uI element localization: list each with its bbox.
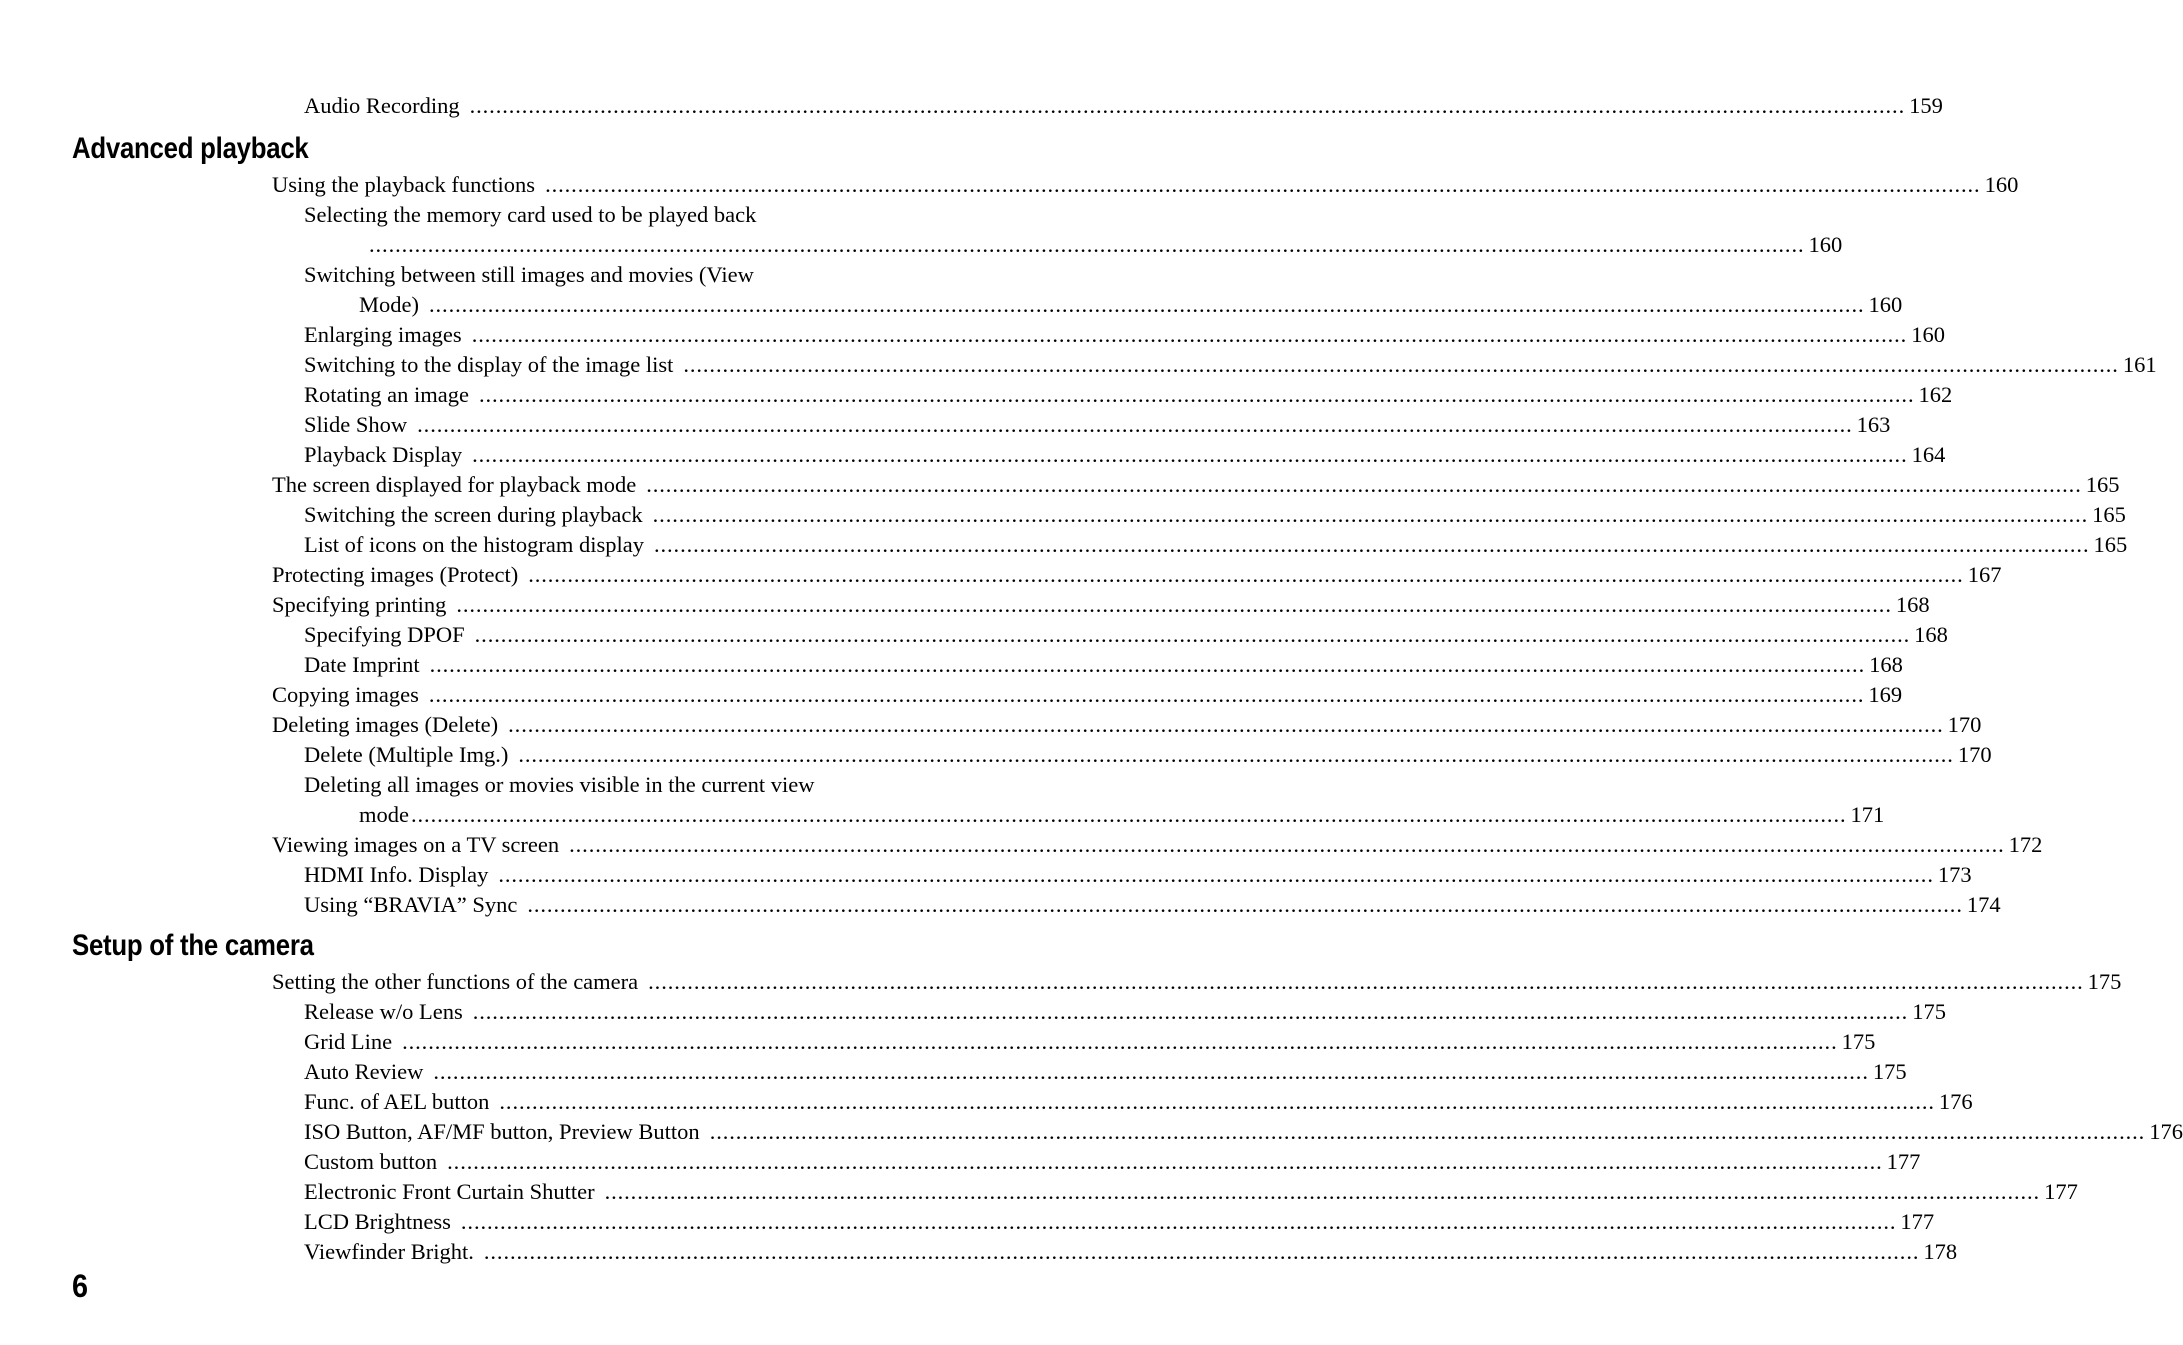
- section-heading-advanced-playback: Advanced playback: [72, 132, 309, 165]
- leader-dots: ............................................................................................................................................................................................................................: [411, 802, 1847, 827]
- toc-entry-title: Func. of AEL button: [304, 1089, 490, 1114]
- leader-dots: ............................................................................................................................................................................................................................: [653, 532, 2090, 557]
- toc-entry[interactable]: [0, 740, 1992, 770]
- toc-entry[interactable]: [0, 967, 2122, 997]
- leader-dots: ............................................................................................................................................................................................................................: [498, 862, 1934, 887]
- toc-entry-title: The screen displayed for playback mode: [272, 472, 637, 497]
- toc-entry-page-number: 160: [1911, 322, 1945, 347]
- toc-entry[interactable]: [0, 770, 1885, 830]
- leader-dots: ............................................................................................................................................................................................................................: [471, 322, 1908, 347]
- toc-entry-page-number: 160: [1984, 172, 2019, 197]
- toc-entry-page-number: 176: [2149, 1119, 2183, 1144]
- toc-entry[interactable]: [0, 530, 2128, 560]
- toc-entry-title: LCD Brightness: [304, 1209, 451, 1234]
- leader-dots: ............................................................................................................................................................................................................................: [646, 472, 2082, 497]
- toc-entry-page-number: 177: [2044, 1179, 2078, 1204]
- leader-dots: ............................................................................................................................................................................................................................: [447, 1149, 1883, 1174]
- toc-entry-title: Viewfinder Bright.: [304, 1239, 474, 1264]
- toc-entry[interactable]: [0, 680, 1903, 710]
- toc-entry-title: Copying images: [272, 682, 419, 707]
- toc-entry-title: Rotating an image: [304, 382, 469, 407]
- toc-entry-title: Deleting images (Delete): [272, 712, 499, 737]
- toc-entry-page-number: 171: [1850, 802, 1885, 827]
- toc-entry[interactable]: [0, 1207, 1935, 1237]
- leader-dots: ............................................................................................................................................................................................................................: [648, 969, 2084, 994]
- toc-entry-title: Using the playback functions: [272, 172, 536, 197]
- toc-entry-title: List of icons on the histogram display: [304, 532, 644, 557]
- section-heading-setup-of-the-camera: Setup of the camera: [72, 929, 314, 962]
- toc-entry-title: Custom button: [304, 1149, 438, 1174]
- toc-entry-title: Mode): [359, 292, 419, 317]
- toc-entry-title: Using “BRAVIA” Sync: [304, 892, 518, 917]
- toc-entry-page-number: 164: [1911, 442, 1946, 467]
- toc-entry[interactable]: [0, 1237, 1958, 1267]
- toc-entry-page-number: 177: [1900, 1209, 1935, 1234]
- leader-dots: ............................................................................................................................................................................................................................: [429, 292, 1865, 317]
- leader-dots: ............................................................................................................................................................................................................................: [527, 892, 1963, 917]
- toc-entry[interactable]: [0, 830, 2043, 860]
- toc-entry-page-number: 168: [1869, 652, 1903, 677]
- leader-dots: ............................................................................................................................................................................................................................: [604, 1179, 2041, 1204]
- toc-entry[interactable]: [0, 410, 1891, 440]
- leader-dots: ............................................................................................................................................................................................................................: [545, 172, 1981, 197]
- toc-entry-page-number: 175: [2087, 969, 2122, 994]
- toc-entry-page-number: 165: [2092, 502, 2126, 527]
- toc-entry-page-number: 165: [2093, 532, 2128, 557]
- toc-entry-title: Slide Show: [304, 412, 408, 437]
- toc-entry-title: Specifying printing: [272, 592, 447, 617]
- leader-dots: ............................................................................................................................................................................................................................: [433, 1059, 1869, 1084]
- leader-dots: ............................................................................................................................................................................................................................: [428, 682, 1865, 707]
- toc-entry-title: Specifying DPOF: [304, 622, 465, 647]
- toc-entry-page-number: 160: [1808, 232, 1843, 257]
- toc-entry[interactable]: [0, 350, 2157, 380]
- toc-entry-title: Delete (Multiple Img.): [304, 742, 509, 767]
- toc-entry[interactable]: [0, 380, 1953, 410]
- toc-entry-title: Switching the screen during playback: [304, 502, 643, 527]
- toc-entry-title: mode: [359, 802, 409, 827]
- toc-entry[interactable]: [0, 260, 1903, 320]
- toc-entry-page-number: 173: [1937, 862, 1972, 887]
- toc-entry-page-number: 167: [1967, 562, 2002, 587]
- toc-entry-title: Grid Line: [304, 1029, 393, 1054]
- toc-entry-title: Switching between still images and movies (View: [304, 262, 754, 287]
- toc-entry[interactable]: [0, 1147, 1921, 1177]
- toc-entry[interactable]: [0, 1057, 1907, 1087]
- toc-entry-title: Deleting all images or movies visible in the current view: [304, 772, 815, 797]
- toc-entry[interactable]: [0, 500, 2126, 530]
- toc-entry[interactable]: [0, 170, 2019, 200]
- toc-entry[interactable]: [0, 320, 1945, 350]
- leader-dots: ............................................................................................................................................................................................................................: [369, 232, 1805, 257]
- toc-setup-of-the-camera: [0, 967, 2183, 1267]
- toc-entry-title: Date Imprint: [304, 652, 420, 677]
- toc-entry[interactable]: [0, 1027, 1876, 1057]
- toc-top-block: [0, 91, 1943, 121]
- leader-dots: ............................................................................................................................................................................................................................: [474, 622, 1911, 647]
- leader-dots: ............................................................................................................................................................................................................................: [402, 1029, 1838, 1054]
- toc-entry[interactable]: [0, 620, 1948, 650]
- toc-entry-page-number: 162: [1918, 382, 1953, 407]
- toc-entry-page-number: 175: [1912, 999, 1946, 1024]
- toc-entry-page-number: 163: [1856, 412, 1891, 437]
- leader-dots: ............................................................................................................................................................................................................................: [683, 352, 2119, 377]
- toc-entry[interactable]: [0, 200, 1843, 260]
- toc-entry-title: HDMI Info. Display: [304, 862, 489, 887]
- leader-dots: ............................................................................................................................................................................................................................: [460, 1209, 1897, 1234]
- toc-entry-page-number: 175: [1841, 1029, 1876, 1054]
- toc-entry[interactable]: [0, 650, 1903, 680]
- toc-entry-page-number: 177: [1886, 1149, 1921, 1174]
- toc-entry-page-number: 176: [1938, 1089, 1973, 1114]
- toc-entry-title: Protecting images (Protect): [272, 562, 519, 587]
- leader-dots: ............................................................................................................................................................................................................................: [499, 1089, 1935, 1114]
- toc-entry[interactable]: [0, 590, 1930, 620]
- leader-dots: ............................................................................................................................................................................................................................: [456, 592, 1892, 617]
- toc-entry-page-number: 159: [1909, 93, 1943, 118]
- toc-entry[interactable]: [0, 440, 1946, 470]
- toc-entry-page-number: 175: [1872, 1059, 1907, 1084]
- toc-entry-page-number: 172: [2008, 832, 2043, 857]
- toc-entry-title: Auto Review: [304, 1059, 424, 1084]
- leader-dots: ............................................................................................................................................................................................................................: [469, 93, 1906, 118]
- toc-entry-title: Playback Display: [304, 442, 463, 467]
- toc-entry[interactable]: [0, 890, 2001, 920]
- leader-dots: ............................................................................................................................................................................................................................: [483, 1239, 1920, 1264]
- toc-entry-page-number: 170: [1957, 742, 1992, 767]
- leader-dots: ............................................................................................................................................................................................................................: [518, 742, 1954, 767]
- leader-dots: ............................................................................................................................................................................................................................: [508, 712, 1944, 737]
- toc-entry-page-number: 170: [1947, 712, 1982, 737]
- toc-entry-title: Release w/o Lens: [304, 999, 463, 1024]
- toc-entry[interactable]: [0, 1177, 2078, 1207]
- toc-entry-page-number: 178: [1923, 1239, 1958, 1264]
- toc-entry-title: Audio Recording: [304, 93, 460, 118]
- toc-entry[interactable]: [0, 710, 1982, 740]
- toc-entry-title: Setting the other functions of the camera: [272, 969, 639, 994]
- toc-entry-page-number: 168: [1895, 592, 1930, 617]
- toc-entry-page-number: 169: [1868, 682, 1903, 707]
- leader-dots: ............................................................................................................................................................................................................................: [709, 1119, 2146, 1144]
- page-number: 6: [72, 1268, 89, 1304]
- toc-entry[interactable]: [0, 560, 2002, 590]
- leader-dots: ............................................................................................................................................................................................................................: [652, 502, 2089, 527]
- toc-entry-title: ISO Button, AF/MF button, Preview Button: [304, 1119, 700, 1144]
- leader-dots: ............................................................................................................................................................................................................................: [478, 382, 1915, 407]
- toc-entry-title: Switching to the display of the image list: [304, 352, 674, 377]
- toc-entry-page-number: 168: [1914, 622, 1948, 647]
- toc-entry[interactable]: [0, 860, 1972, 890]
- toc-entry[interactable]: [0, 997, 1946, 1027]
- toc-entry-title: Enlarging images: [304, 322, 462, 347]
- leader-dots: ............................................................................................................................................................................................................................: [429, 652, 1866, 677]
- leader-dots: ............................................................................................................................................................................................................................: [417, 412, 1853, 437]
- toc-advanced-playback: [0, 170, 2157, 920]
- leader-dots: ............................................................................................................................................................................................................................: [528, 562, 1964, 587]
- toc-entry-title: Selecting the memory card used to be played back: [304, 202, 757, 227]
- toc-entry-page-number: 174: [1966, 892, 2001, 917]
- toc-entry-title: Electronic Front Curtain Shutter: [304, 1179, 595, 1204]
- toc-entry-page-number: 161: [2122, 352, 2157, 377]
- toc-entry-page-number: 160: [1868, 292, 1903, 317]
- toc-entry[interactable]: [0, 470, 2120, 500]
- toc-entry-title: Viewing images on a TV screen: [272, 832, 560, 857]
- toc-entry-page-number: 165: [2085, 472, 2120, 497]
- leader-dots: ............................................................................................................................................................................................................................: [472, 442, 1908, 467]
- leader-dots: ............................................................................................................................................................................................................................: [472, 999, 1909, 1024]
- toc-entry[interactable]: [0, 91, 1943, 121]
- leader-dots: ............................................................................................................................................................................................................................: [569, 832, 2005, 857]
- toc-entry[interactable]: [0, 1117, 2183, 1147]
- toc-entry[interactable]: [0, 1087, 1973, 1117]
